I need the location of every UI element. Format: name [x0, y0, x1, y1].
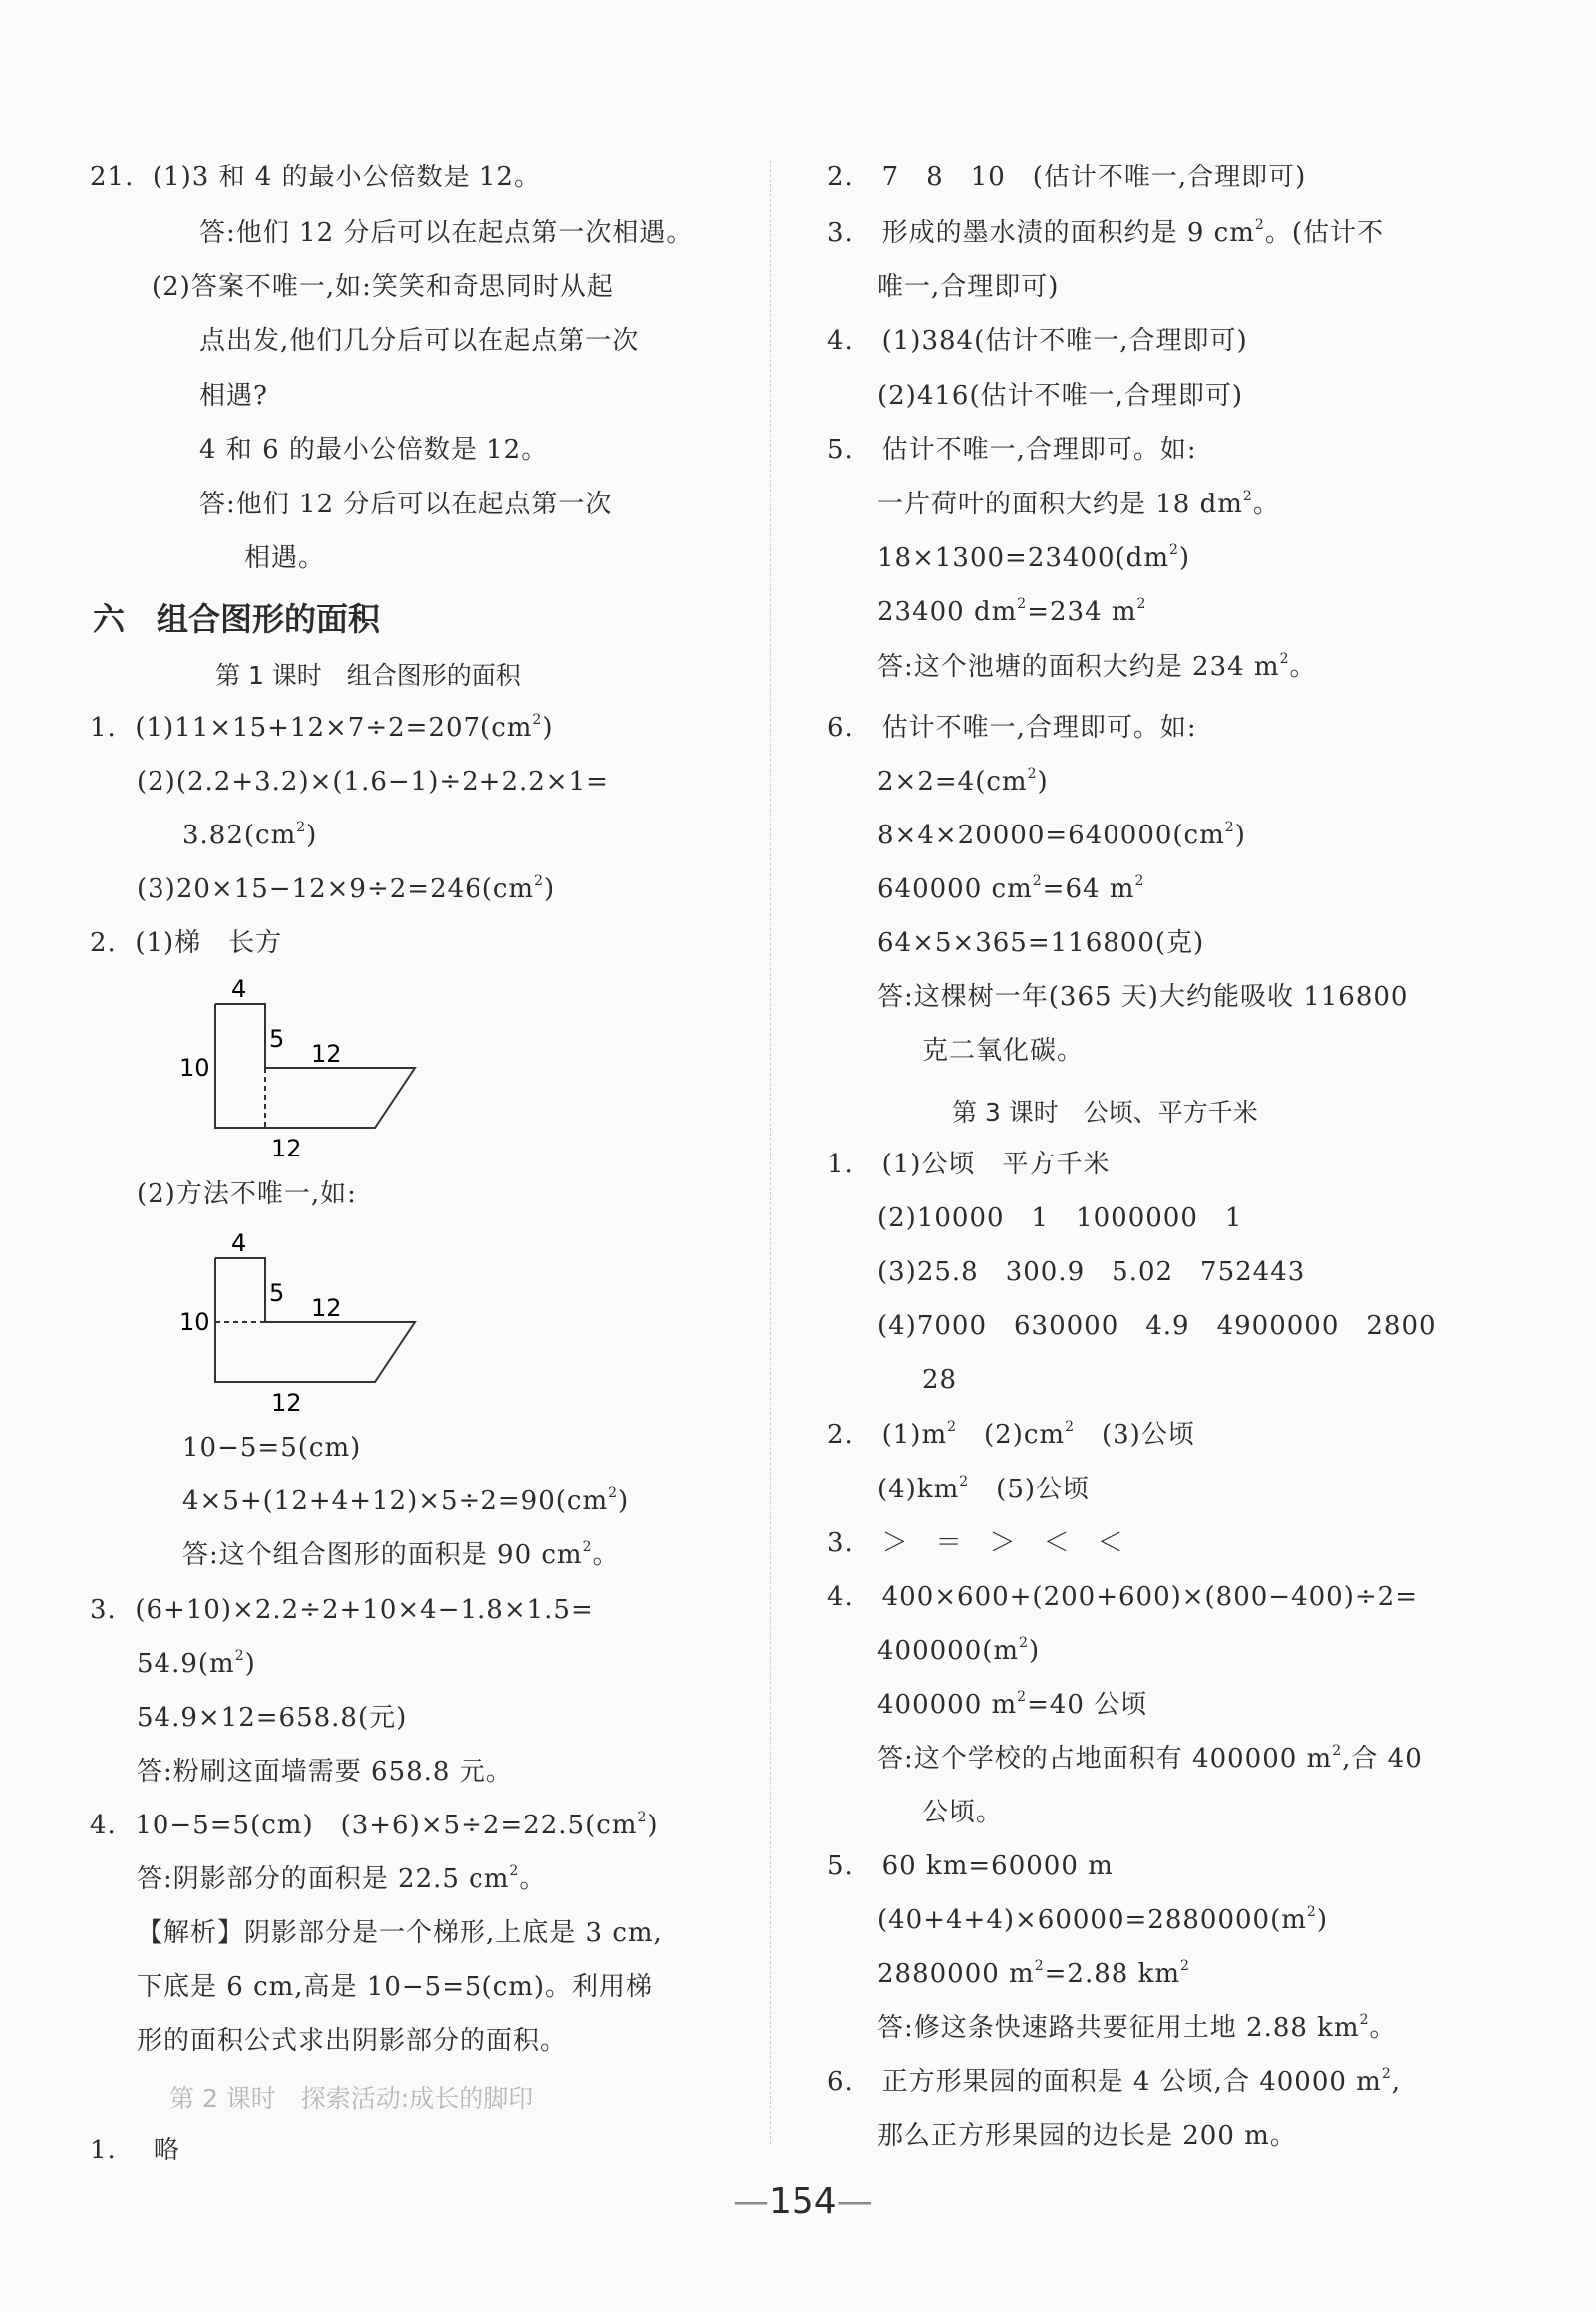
superscript: 2	[1306, 1904, 1317, 1921]
label-top: 4	[231, 1229, 247, 1257]
q3-line3: 54.9×12=658.8(元)	[137, 1703, 408, 1733]
q2-text4-tail: )	[618, 1486, 630, 1516]
q2-line4	[182, 1484, 629, 1519]
q2-text4: 4×5+(12+4+12)×5÷2=90(cm	[182, 1486, 609, 1516]
q2-text5-tail: 。	[592, 1540, 620, 1570]
r-q3-number: 3.	[827, 218, 854, 248]
r-q6-line3	[877, 818, 1246, 853]
r2-text1a: (1)m	[881, 1420, 948, 1450]
q3-number: 3.	[90, 1595, 117, 1625]
r-q5-line5	[877, 649, 1317, 685]
q2-number: 2.	[90, 928, 117, 958]
r-q4-number: 4.	[827, 326, 854, 356]
q1-text1: (1)11×15+12×7÷2=207(cm	[135, 713, 533, 743]
r-q5-text5-tail: 。	[1289, 652, 1317, 682]
r5-number: 5.	[827, 1851, 854, 1881]
r-q6-line4	[877, 871, 1144, 907]
q1-line2: (2)(2.2+3.2)×(1.6−1)÷2+2.2×1=	[137, 767, 609, 797]
q21-line6: 4 和 6 的最小公倍数是 12。	[199, 435, 549, 465]
superscript: 2	[1019, 1635, 1029, 1652]
q21-line4: 点出发,他们几分后可以在起点第一次	[199, 326, 640, 356]
r-q5-text5: 答:这个池塘的面积大约是 234 m	[877, 652, 1280, 682]
q21-line3: (2)答案不唯一,如:笑笑和奇思同时从起	[152, 272, 614, 302]
q21-number: 21.	[90, 163, 135, 192]
superscript: 2	[1034, 1958, 1045, 1975]
r-q2-number: 2.	[827, 163, 854, 192]
r1-text1: (1)公顷 平方千米	[881, 1150, 1111, 1179]
r-q6-text4b: =64 m	[1042, 874, 1135, 904]
q1-text4: (3)20×15−12×9÷2=246(cm	[137, 874, 535, 904]
lesson2-title: 第 2 课时 探索活动:成长的脚印	[169, 2084, 534, 2113]
q2-line1	[90, 925, 282, 961]
r4-line4	[877, 1741, 1423, 1777]
r4-line3	[877, 1687, 1147, 1723]
r-q3-text1: 形成的墨水渍的面积约是 9 cm	[881, 218, 1255, 248]
q2-line3: 10−5=5(cm)	[182, 1433, 362, 1463]
r6-text1a: 正方形果园的面积是 4 公顷,合 40000 m	[881, 2067, 1382, 2097]
r-q5-text4a: 23400 dm	[877, 597, 1018, 627]
r-q2-line1	[827, 160, 1306, 195]
q1b-number: 1.	[90, 2136, 117, 2165]
q4-line5: 形的面积公式求出阴影部分的面积。	[137, 2026, 568, 2056]
r1-line1	[827, 1147, 1110, 1182]
r-q5-text3-tail: )	[1178, 543, 1191, 573]
r-q6-text2: 2×2=4(cm	[877, 767, 1028, 797]
q4-number: 4.	[90, 1811, 117, 1840]
superscript: 2	[1279, 651, 1290, 668]
r4-text3b: =40 公顷	[1027, 1690, 1148, 1720]
composite-shape-figure-1	[169, 972, 429, 1171]
superscript: 2	[582, 1539, 593, 1556]
r1-line2: (2)10000 1 1000000 1	[877, 1203, 1243, 1233]
r-q5-text3: 18×1300=23400(dm	[877, 543, 1169, 573]
r4-line5: 公顷。	[922, 1798, 1004, 1827]
q2-line5	[182, 1537, 620, 1573]
r6-line1	[827, 2064, 1401, 2100]
label-inner: 5	[269, 1025, 285, 1053]
r5-line4	[877, 2010, 1397, 2046]
q1-text3-tail: )	[306, 821, 318, 850]
r-q6-text3-tail: )	[1234, 821, 1246, 850]
r-q5-text1: 估计不唯一,合理即可。如:	[881, 435, 1197, 465]
q4-line4: 下底是 6 cm,高是 10−5=5(cm)。利用梯	[137, 1972, 654, 2002]
superscript: 2	[1242, 489, 1253, 505]
r1-line5: 28	[922, 1365, 958, 1395]
q4-line1	[90, 1808, 659, 1843]
superscript: 2	[509, 1863, 520, 1880]
q4-text2-tail: 。	[519, 1864, 547, 1894]
q21-line1	[90, 160, 541, 195]
label-right: 12	[311, 1040, 342, 1068]
superscript: 2	[608, 1486, 619, 1502]
r2-line2	[877, 1472, 1090, 1507]
superscript: 2	[234, 1648, 245, 1665]
r2-text2b: (5)公顷	[969, 1475, 1091, 1504]
r2-text1b: (2)cm	[957, 1420, 1066, 1450]
superscript: 2	[1065, 1419, 1075, 1436]
r3-line1	[827, 1525, 1124, 1561]
r3-text1: ＞ ＝ ＞ ＜ ＜	[881, 1528, 1124, 1558]
superscript: 2	[1027, 766, 1038, 783]
superscript: 2	[1359, 2012, 1370, 2029]
q3-text2: 54.9(m	[137, 1649, 235, 1679]
superscript: 2	[532, 712, 543, 729]
r4-text4b: ,合 40	[1342, 1744, 1423, 1774]
superscript: 2	[1168, 542, 1179, 559]
r3-number: 3.	[827, 1528, 854, 1558]
r5-text3b: =2.88 km	[1044, 1959, 1180, 1989]
r-q6-line7: 克二氧化碳。	[922, 1036, 1085, 1066]
r-q6-line6: 答:这棵树一年(365 天)大约能吸收 116800	[877, 982, 1409, 1012]
q21-line8: 相遇。	[244, 543, 326, 573]
q1-number: 1.	[90, 713, 117, 743]
r2-line1	[827, 1417, 1195, 1453]
r4-text2: 400000(m	[877, 1636, 1020, 1666]
superscript: 2	[1381, 2066, 1392, 2083]
r5-line3	[877, 1956, 1190, 1992]
r6-line2: 那么正方形果园的边长是 200 m。	[877, 2121, 1297, 2150]
r-q6-line5: 64×5×365=116800(克)	[877, 928, 1205, 958]
superscript: 2	[947, 1419, 958, 1436]
r-q6-text4a: 640000 cm	[877, 874, 1033, 904]
r5-line2	[877, 1902, 1328, 1938]
q21-line5: 相遇?	[199, 381, 268, 411]
r-q6-number: 6.	[827, 713, 854, 743]
r5-text3a: 2880000 m	[877, 1959, 1035, 1989]
q1-text3: 3.82(cm	[182, 821, 297, 850]
q2-text5: 答:这个组合图形的面积是 90 cm	[182, 1540, 583, 1570]
r4-text3a: 400000 m	[877, 1690, 1018, 1720]
q21-line2: 答:他们 12 分后可以在起点第一次相遇。	[199, 218, 694, 248]
r2-number: 2.	[827, 1420, 854, 1450]
r-q5-text2: 一片荷叶的面积大约是 18 dm	[877, 490, 1243, 519]
q3-line1	[90, 1592, 594, 1628]
superscript: 2	[1134, 873, 1145, 890]
label-left: 10	[179, 1308, 210, 1336]
superscript: 2	[296, 820, 307, 836]
q4-line3: 【解析】阴影部分是一个梯形,上底是 3 cm,	[137, 1918, 663, 1948]
q2-line2: (2)方法不唯一,如:	[137, 1179, 357, 1209]
r-q3-text1-tail: 。(估计不	[1264, 218, 1384, 248]
r5-text1: 60 km=60000 m	[881, 1851, 1114, 1881]
label-bottom: 12	[271, 1135, 302, 1162]
r1-line4: (4)7000 630000 4.9 4900000 2800	[877, 1311, 1436, 1341]
r5-line1	[827, 1848, 1114, 1884]
superscript: 2	[637, 1810, 648, 1826]
q21-line7: 答:他们 12 分后可以在起点第一次	[199, 490, 613, 519]
r2-text1c: (3)公顷	[1074, 1420, 1195, 1450]
label-top: 4	[231, 975, 247, 1003]
superscript: 2	[1032, 873, 1043, 890]
r6-number: 6.	[827, 2067, 854, 2097]
q1-line4	[137, 871, 555, 907]
q1-line1	[90, 710, 554, 746]
r-q5-line1	[827, 432, 1197, 468]
r4-text1: 400×600+(200+600)×(800−400)÷2=	[881, 1582, 1418, 1612]
page-number-value: 154	[769, 2181, 837, 2222]
superscript: 2	[1254, 217, 1265, 234]
r-q2-text: 7 8 10 (估计不唯一,合理即可)	[881, 163, 1307, 192]
lesson3-title: 第 3 课时 公顷、平方千米	[952, 1098, 1258, 1127]
r4-number: 4.	[827, 1582, 854, 1612]
q1-text4-tail: )	[544, 874, 556, 904]
r-q3-line2: 唯一,合理即可)	[877, 272, 1060, 302]
q1-line3	[182, 818, 317, 853]
q4-line2	[137, 1861, 546, 1897]
superscript: 2	[1332, 1743, 1343, 1760]
composite-shape-figure-2	[169, 1226, 429, 1426]
r4-line2	[877, 1633, 1040, 1669]
q3-text2-tail: )	[244, 1649, 256, 1679]
r-q6-text3: 8×4×20000=640000(cm	[877, 821, 1225, 850]
label-bottom: 12	[271, 1389, 302, 1417]
r5-text4-tail: 。	[1369, 2013, 1397, 2043]
r4-text2-tail: )	[1028, 1636, 1041, 1666]
r-q6-text2-tail: )	[1037, 767, 1049, 797]
page-number: —154—	[733, 2181, 873, 2222]
r-q5-line3	[877, 540, 1190, 576]
label-right: 12	[311, 1294, 342, 1322]
superscript: 2	[534, 873, 544, 890]
superscript: 2	[1017, 1689, 1028, 1706]
r2-text2a: (4)km	[877, 1475, 960, 1504]
r-q6-line2	[877, 764, 1049, 800]
q3-line2	[137, 1646, 256, 1682]
r-q4-text1: (1)384(估计不唯一,合理即可)	[881, 326, 1248, 356]
label-inner: 5	[269, 1279, 285, 1307]
r-q3-line1	[827, 215, 1384, 251]
label-left: 10	[179, 1054, 210, 1082]
r-q5-number: 5.	[827, 435, 854, 465]
column-divider	[770, 160, 771, 2144]
unit-title: 六 组合图形的面积	[93, 600, 381, 638]
q1b-text: 略	[153, 2136, 180, 2165]
r-q6-text1: 估计不唯一,合理即可。如:	[881, 713, 1197, 743]
r6-text1b: ,	[1391, 2067, 1402, 2097]
q2-text1: (1)梯 长方	[135, 928, 283, 958]
r-q5-line4	[877, 594, 1146, 630]
r5-text4: 答:修这条快速路共要征用土地 2.88 km	[877, 2013, 1360, 2043]
superscript: 2	[1017, 596, 1028, 613]
r-q5-text4b: =234 m	[1027, 597, 1137, 627]
superscript: 2	[1136, 596, 1147, 613]
r1-number: 1.	[827, 1150, 854, 1179]
q1-text1-tail: )	[542, 713, 554, 743]
q1b-line1	[90, 2133, 180, 2168]
lesson1-title: 第 1 课时 组合图形的面积	[215, 661, 521, 690]
superscript: 2	[959, 1474, 970, 1490]
r1-line3: (3)25.8 300.9 5.02 752443	[877, 1257, 1306, 1287]
r5-text2-tail: )	[1316, 1905, 1328, 1935]
r5-text2: (40+4+4)×60000=2880000(m	[877, 1905, 1307, 1935]
q4-text1: 10−5=5(cm) (3+6)×5÷2=22.5(cm	[135, 1811, 638, 1840]
superscript: 2	[1224, 820, 1235, 836]
r-q4-line2: (2)416(估计不唯一,合理即可)	[877, 381, 1244, 411]
r4-line1	[827, 1579, 1418, 1615]
q4-text2: 答:阴影部分的面积是 22.5 cm	[137, 1864, 510, 1894]
q3-text1: (6+10)×2.2÷2+10×4−1.8×1.5=	[135, 1595, 594, 1625]
r4-text4a: 答:这个学校的占地面积有 400000 m	[877, 1744, 1333, 1774]
r-q6-line1	[827, 710, 1197, 746]
q4-text1-tail: )	[647, 1811, 659, 1840]
r-q5-text2-tail: 。	[1252, 490, 1280, 519]
r-q4-line1	[827, 323, 1248, 359]
r-q5-line2	[877, 487, 1280, 522]
superscript: 2	[1180, 1958, 1190, 1975]
q3-line4: 答:粉刷这面墙需要 658.8 元。	[137, 1757, 513, 1787]
q21-text: (1)3 和 4 的最小公倍数是 12。	[152, 163, 541, 192]
